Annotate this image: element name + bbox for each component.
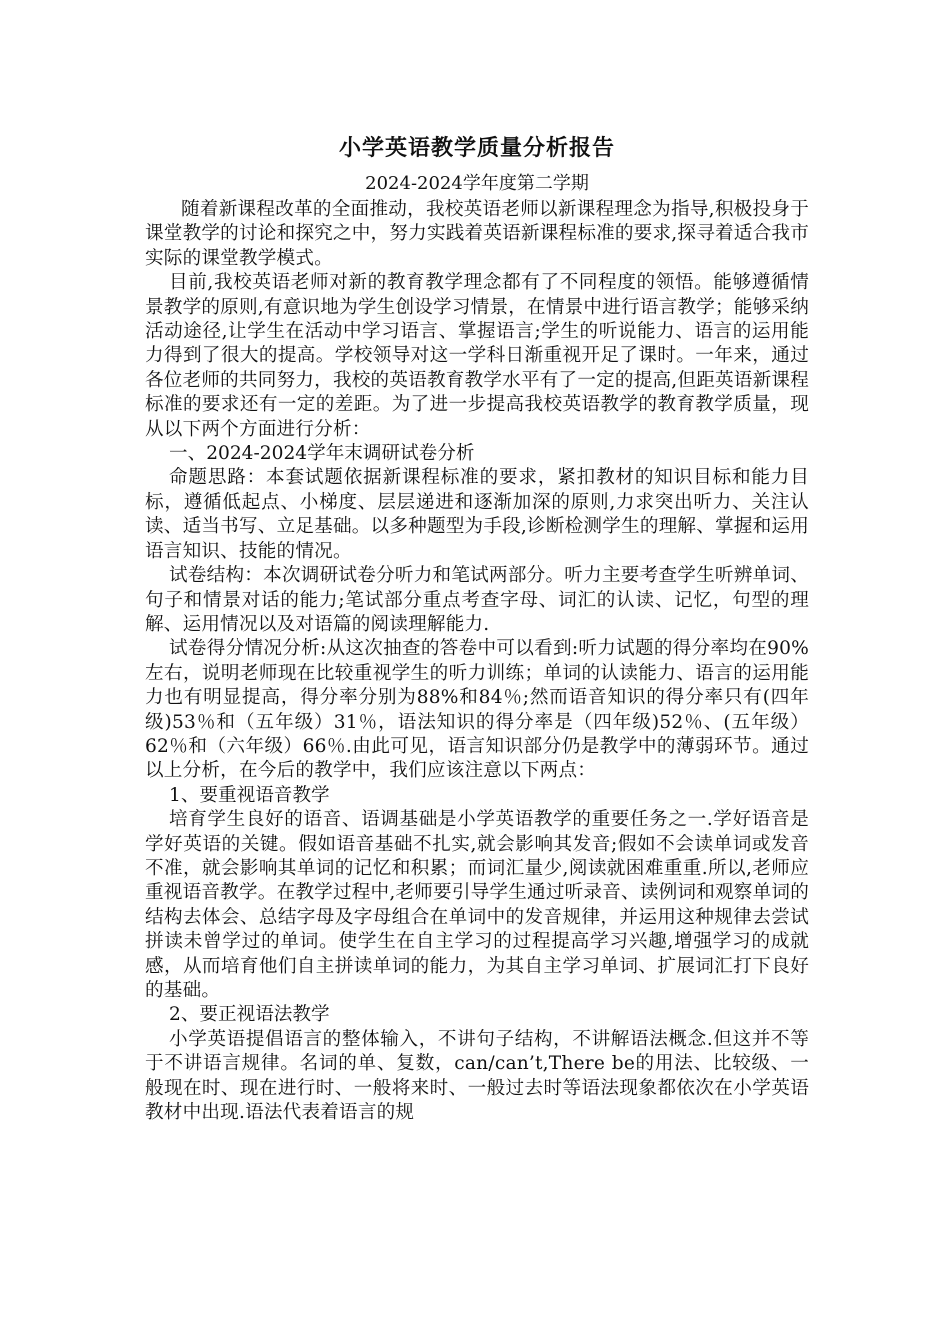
structure-paragraph: 试卷结构：本次调研试卷分听力和笔试两部分。听力主要考查学生听辨单词、句子和情景对话的能力;笔试部分重点考查字母、词汇的认读、记忆，句型的理解、运用情况以及对语篇的阅读理解能力. xyxy=(145,565,809,635)
section-heading-exam-analysis: 一、2024-2024学年末调研试卷分析 xyxy=(169,443,475,465)
point2-paragraph: 小学英语提倡语言的整体输入，不讲句子结构，不讲解语法概念.但这并不等于不讲语言规律。名词的单、复数，can/can’t,There be的用法、比较级、一般现在时、现在进行时、一般将来时、一般过去时等语法现象都依次在小学英语教材中出现.语法代表着语言的规 xyxy=(145,1028,809,1124)
scores-paragraph: 试卷得分情况分析:从这次抽查的答卷中可以看到:听力试题的得分率均在90%左右，说明老师现在比较重视学生的听力训练；单词的认读能力、语言的运用能力也有明显提高，得分率分别为88%和84％;然而语音知识的得分率只有(四年级)53％和（五年级）31％，语法知识的得分率是（四年级)52％、(五年级）62％和（六年级）66％.由此可见，语言知识部分仍是教学中的薄弱环节。通过以上分析，在今后的教学中，我们应该注意以下两点： xyxy=(145,638,809,782)
current-status-paragraph: 目前,我校英语老师对新的教育教学理念都有了不同程度的领悟。能够遵循情景教学的原则,有意识地为学生创设学习情景，在情景中进行语言教学；能够采纳活动途径,让学生在活动中学习语言、掌握语言;学生的听说能力、语言的运用能力得到了很大的提高。学校领导对这一学科日渐重视开足了课时。一年来，通过各位老师的共同努力，我校的英语教育教学水平有了一定的提高,但距英语新课程标准的要求还有一定的差距。为了进一步提高我校英语教学的教育教学质量，现从以下两个方面进行分析： xyxy=(145,272,809,440)
point1-heading: 1、要重视语音教学 xyxy=(169,784,330,806)
intro-paragraph: 随着新课程改革的全面推动，我校英语老师以新课程理念为指导,积极投身于课堂教学的讨论和探究之中，努力实践着英语新课程标准的要求,探寻着适合我市实际的课堂教学模式。 xyxy=(145,199,809,269)
document-page xyxy=(145,128,809,1125)
document-subtitle: 2024-2024学年度第二学期 xyxy=(365,173,589,194)
point1-paragraph: 培育学生良好的语音、语调基础是小学英语教学的重要任务之一.学好语音是学好英语的关键。假如语音基础不扎实,就会影响其发音;假如不会读单词或发音不准，就会影响其单词的记忆和积累；而词汇量少,阅读就困难重重.所以,老师应重视语音教学。在教学过程中,老师要引导学生通过听录音、读例词和观察单词的结构去体会、总结字母及字母组合在单词中的发音规律，并运用这种规律去尝试拼读未曾学过的单词。使学生在自主学习的过程提高学习兴趣,增强学习的成就感，从而培育他们自主拼读单词的能力，为其自主学习单词、扩展词汇打下良好的基础。 xyxy=(145,809,809,1001)
document-title: 小学英语教学质量分析报告 xyxy=(338,135,615,161)
design-paragraph: 命题思路：本套试题依据新课程标准的要求，紧扣教材的知识目标和能力目标，遵循低起点、小梯度、层层递进和逐渐加深的原则,力求突出听力、关注认读、适当书写、立足基础。以多种题型为手段,诊断检测学生的理解、掌握和运用语言知识、技能的情况。 xyxy=(145,467,809,562)
point2-heading: 2、要正视语法教学 xyxy=(169,1004,330,1026)
